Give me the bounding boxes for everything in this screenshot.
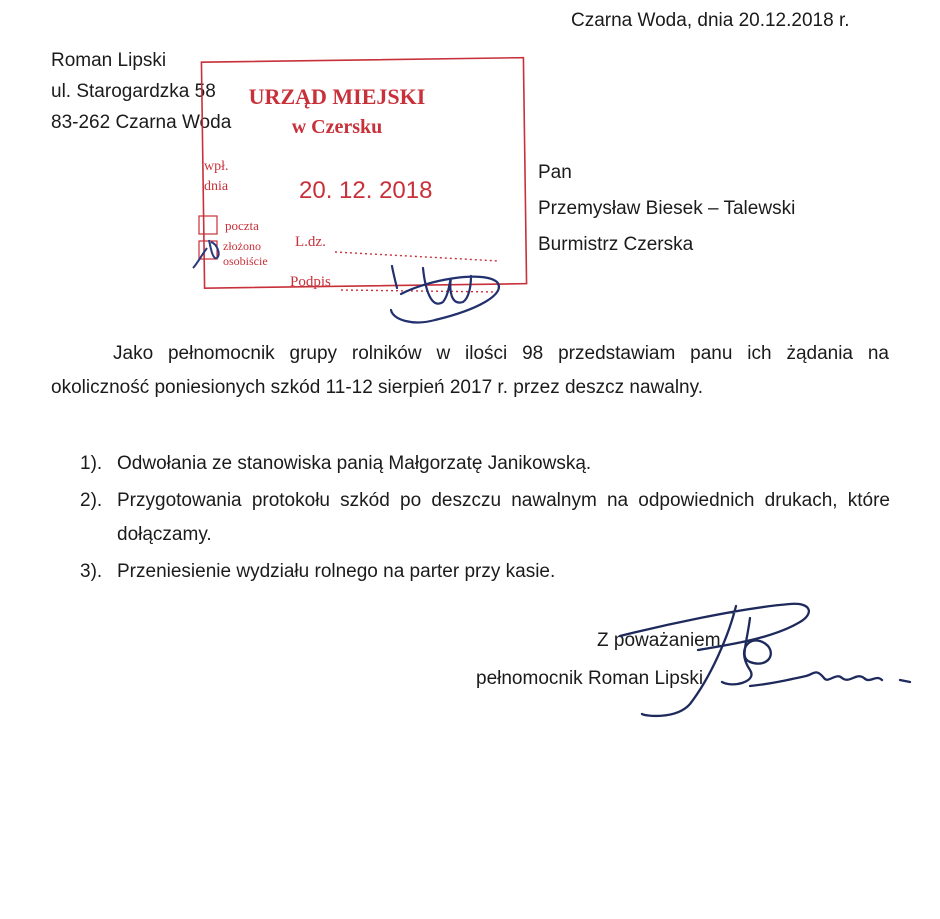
stamp-received-label-1: wpł.: [204, 159, 229, 174]
list-item: [80, 555, 890, 589]
stamp-office-line1: URZĄD MIEJSKI: [248, 84, 426, 109]
body-paragraph: [51, 337, 889, 405]
list-item: [80, 447, 890, 481]
stamp-signature-label: Podpis: [290, 274, 331, 290]
stamp-office-line2: w Czersku: [291, 116, 383, 138]
stamp-received-date: 20. 12. 2018: [299, 177, 433, 204]
sender-city: 83-262 Czarna Woda: [51, 112, 232, 133]
closing-regards: Z poważaniem: [597, 630, 721, 651]
recipient-salutation: Pan: [538, 162, 572, 183]
recipient-address: [538, 155, 795, 263]
stamp-ldz-label: L.dz.: [295, 234, 326, 250]
body-paragraph-line1: Jako pełnomocnik grupy rolników w ilości 98 przedstawiam panu ich żądania na: [113, 343, 889, 364]
stamp-signature-scribble-icon: [391, 266, 499, 322]
list-item-text: Przygotowania protokołu szkód po deszczu nawalnym na odpowiednich drukach, które dołączamy.: [117, 490, 890, 545]
office-received-stamp: [187, 58, 527, 308]
recipient-name: Przemysław Biesek – Talewski: [538, 198, 796, 219]
list-item: [80, 484, 890, 552]
stamp-ldz-line: [335, 252, 499, 261]
list-item-number: 2).: [80, 490, 103, 511]
list-item-number: 3).: [80, 561, 103, 582]
handwritten-signature-icon: [600, 588, 930, 728]
recipient-title: Burmistrz Czerska: [538, 234, 694, 255]
stamp-checkbox-mail: [199, 216, 217, 234]
stamp-option-mail: poczta: [225, 218, 259, 233]
checkmark-icon: [193, 240, 219, 268]
stamp-received-label-2: dnia: [204, 179, 229, 194]
place-date: Czarna Woda, dnia 20.12.2018 r.: [571, 10, 850, 31]
list-item-text: Odwołania ze stanowiska panią Małgorzatę Janikowską.: [117, 453, 592, 474]
stamp-signature-line: [341, 290, 497, 292]
list-item-text: Przeniesienie wydziału rolnego na parter przy kasie.: [117, 561, 556, 582]
sender-street: ul. Starogardzka 58: [51, 81, 216, 102]
body-paragraph-line2: okoliczność poniesionych szkód 11-12 sierpień 2017 r. przez deszcz nawalny.: [51, 377, 703, 398]
stamp-option-personal-1: złożono: [223, 239, 261, 253]
stamp-option-personal-2: osobiście: [223, 254, 268, 268]
sender-name: Roman Lipski: [51, 50, 167, 71]
demands-list: [80, 447, 890, 592]
list-item-number: 1).: [80, 453, 103, 474]
signatory-line: pełnomocnik Roman Lipski: [476, 668, 704, 689]
